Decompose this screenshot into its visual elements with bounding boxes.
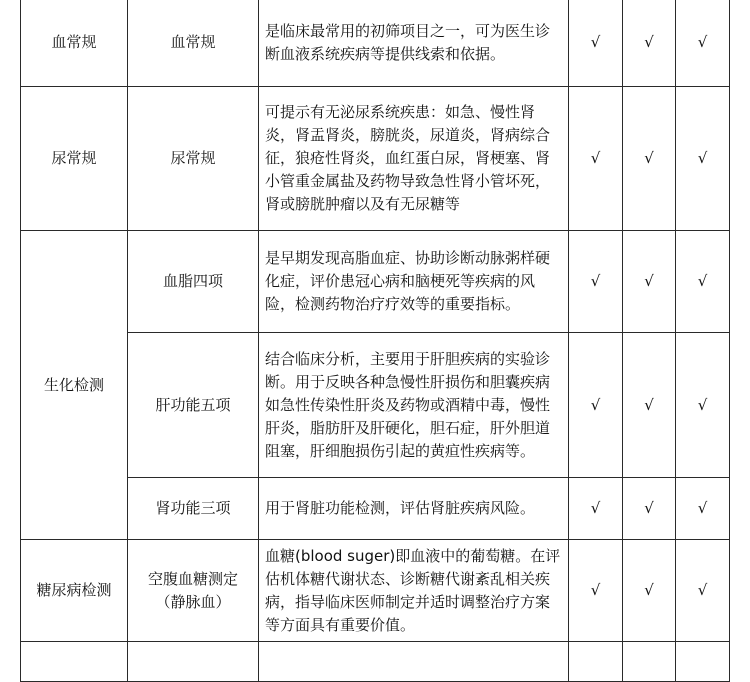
category-cell: 生化检测 — [21, 231, 128, 540]
check-mark: √ — [623, 478, 676, 540]
check-mark: √ — [623, 231, 676, 333]
check-mark: √ — [569, 231, 623, 333]
check-mark: √ — [569, 0, 623, 87]
check-mark: √ — [623, 0, 676, 87]
table-row — [21, 87, 730, 231]
table-row — [21, 540, 730, 642]
table-row — [21, 642, 730, 682]
table-row — [21, 231, 730, 333]
item-cell: 肝功能五项 — [128, 333, 259, 478]
item-name: 空腹血糖测定 — [147, 569, 238, 588]
check-mark: √ — [676, 0, 730, 87]
empty-cell — [676, 642, 730, 682]
check-mark: √ — [676, 333, 730, 478]
check-mark: √ — [676, 478, 730, 540]
description-cell: 可提示有无泌尿系统疾患：如急、慢性肾炎，肾盂肾炎，膀胱炎，尿道炎，肾病综合征，狼疮性肾炎，血红蛋白尿，肾梗塞、肾小管重金属盐及药物导致急性肾小管坏死，肾或膀胱肿瘤以及有无尿糖等 — [259, 87, 569, 231]
description-cell: 是临床最常用的初筛项目之一，可为医生诊断血液系统疾病等提供线索和依据。 — [259, 0, 569, 87]
checkup-items-table — [20, 0, 730, 682]
check-mark: √ — [676, 540, 730, 642]
description-cell: 是早期发现高脂血症、协助诊断动脉粥样硬化症，评价患冠心病和脑梗死等疾病的风险，检测药物治疗疗效等的重要指标。 — [259, 231, 569, 333]
category-cell: 糖尿病检测 — [21, 540, 128, 642]
check-mark: √ — [676, 231, 730, 333]
category-cell: 血常规 — [21, 0, 128, 87]
table-row — [21, 0, 730, 87]
empty-cell — [623, 642, 676, 682]
empty-cell — [259, 642, 569, 682]
empty-cell — [569, 642, 623, 682]
item-cell: 血脂四项 — [128, 231, 259, 333]
description-cell: 用于肾脏功能检测，评估肾脏疾病风险。 — [259, 478, 569, 540]
item-cell: 尿常规 — [128, 87, 259, 231]
item-cell — [128, 540, 259, 642]
item-cell: 血常规 — [128, 0, 259, 87]
check-mark: √ — [676, 87, 730, 231]
description-cell: 血糖(blood suger)即血液中的葡萄糖。在评估机体糖代谢状态、诊断糖代谢紊乱相关疾病，指导临床医师制定并适时调整治疗方案等方面具有重要价值。 — [259, 540, 569, 642]
empty-cell — [128, 642, 259, 682]
check-mark: √ — [569, 333, 623, 478]
table-row — [21, 478, 730, 540]
item-cell: 肾功能三项 — [128, 478, 259, 540]
check-mark: √ — [623, 87, 676, 231]
check-mark: √ — [569, 87, 623, 231]
check-mark: √ — [569, 540, 623, 642]
check-mark: √ — [569, 478, 623, 540]
description-cell: 结合临床分析，主要用于肝胆疾病的实验诊断。用于反映各种急慢性肝损伤和胆囊疾病如急性传染性肝炎及药物或酒精中毒，慢性肝炎，脂肪肝及肝硬化，胆石症，肝外胆道阻塞，肝细胞损伤引起的黄疸性疾病等。 — [259, 333, 569, 478]
check-mark: √ — [623, 540, 676, 642]
check-mark: √ — [623, 333, 676, 478]
item-subtitle: （静脉血） — [155, 592, 231, 611]
empty-cell — [21, 642, 128, 682]
category-cell: 尿常规 — [21, 87, 128, 231]
table-row — [21, 333, 730, 478]
